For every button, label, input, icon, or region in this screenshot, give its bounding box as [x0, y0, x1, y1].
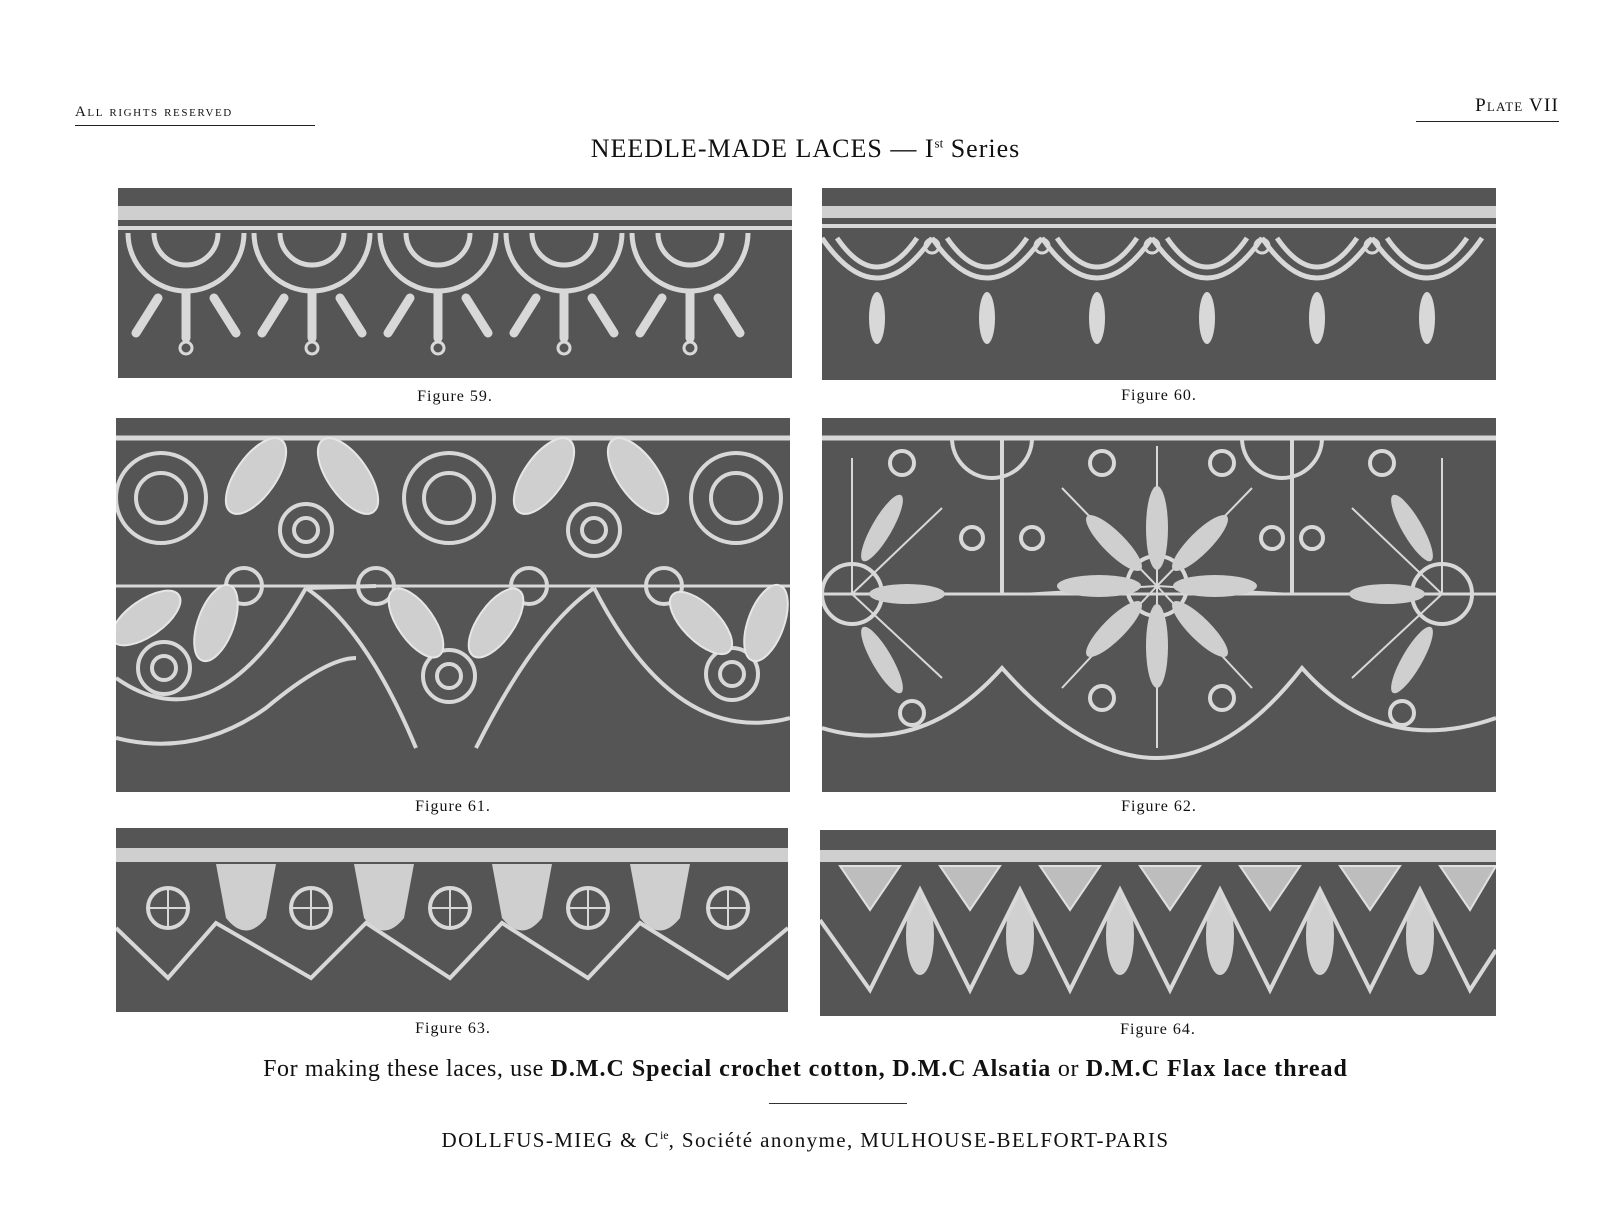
- page-title: [0, 134, 1611, 164]
- figure-59-caption: Figure 59.: [417, 388, 493, 405]
- thread-flax-lace: D.M.C Flax lace thread: [1085, 1056, 1348, 1082]
- figure-64-caption: Figure 64.: [1120, 1021, 1196, 1038]
- publisher-line: [0, 1128, 1611, 1153]
- figure-61-lace-image: [116, 418, 790, 792]
- rights-reserved-label: All rights reserved: [75, 104, 315, 126]
- thread-special-crochet-cotton: D.M.C Special crochet cotton,: [550, 1056, 886, 1082]
- divider-rule: [769, 1103, 907, 1104]
- figure-60-caption: Figure 60.: [1121, 387, 1197, 404]
- plate-number: Plate VII: [1416, 95, 1559, 122]
- title-superscript: st: [934, 135, 944, 151]
- usage-intro: For making these laces, use: [263, 1056, 551, 1082]
- title-suffix: Series: [943, 134, 1021, 163]
- publisher-name: DOLLFUS-MIEG & C: [441, 1128, 660, 1152]
- figure-59-lace-image: [118, 188, 792, 378]
- publisher-superscript: ie: [659, 1128, 669, 1142]
- figure-60-lace-image: [822, 188, 1496, 380]
- publisher-location: , Société anonyme, MULHOUSE-BELFORT-PARIS: [668, 1128, 1170, 1152]
- figure-62-lace-image: [822, 418, 1496, 792]
- figure-63-caption: Figure 63.: [415, 1020, 491, 1037]
- figure-63-lace-image: [116, 828, 788, 1012]
- figure-62-caption: Figure 62.: [1121, 798, 1197, 815]
- thread-alsatia: D.M.C Alsatia: [892, 1056, 1052, 1082]
- figure-64-lace-image: [820, 830, 1496, 1016]
- usage-or: or: [1051, 1056, 1086, 1082]
- title-main: NEEDLE-MADE LACES — I: [590, 134, 935, 163]
- thread-usage-note: [0, 1056, 1611, 1083]
- figure-61-caption: Figure 61.: [415, 798, 491, 815]
